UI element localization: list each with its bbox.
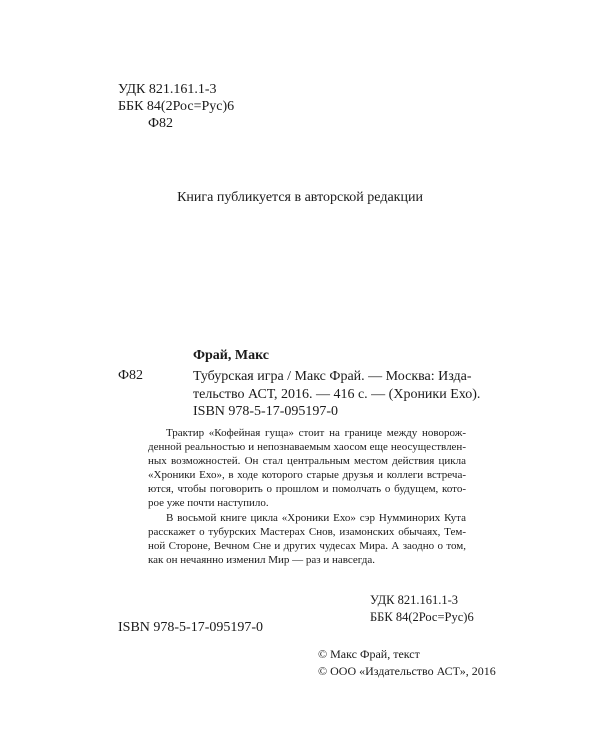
catalog-author: Фрай, Макс xyxy=(193,348,270,363)
udk-code: УДК 821.161.1-3 xyxy=(118,82,217,97)
annotation-line: как он нечаянно изменил Мир — раз и навсегда. xyxy=(148,554,375,567)
bibliographic-description xyxy=(193,368,480,404)
annotation-line: Трактир «Кофейная гуща» стоит на границе между новорож- xyxy=(166,427,466,439)
copyright-line: © Макс Фрай, текст xyxy=(318,647,420,661)
annotation-line: денной реальностью и непознаваемым хаосом еще неосуществлен- xyxy=(148,440,466,453)
author-mark: Ф82 xyxy=(148,116,174,131)
annotation-line: В восьмой книге цикла «Хроники Ехо» сэр Нумминорих Кута xyxy=(166,512,466,525)
bib-line: тельство АСТ, 2016. — 416 с. — (Хроники Ехо). xyxy=(193,387,481,402)
annotation-line: ной Стороне, Вечном Сне и других чудесах Мира. А заодно о том, xyxy=(148,540,466,553)
edition-notice: Книга публикуется в авторской редакции xyxy=(177,190,423,205)
catalog-isbn: ISBN 978-5-17-095197-0 xyxy=(193,404,339,419)
isbn: ISBN 978-5-17-095197-0 xyxy=(118,620,264,635)
annotation-line: рое уже почти наступило. xyxy=(148,496,269,509)
catalog-author-mark: Ф82 xyxy=(118,368,144,383)
annotation-paragraph xyxy=(148,512,466,568)
copyright-block xyxy=(318,646,496,680)
annotation xyxy=(148,427,466,568)
annotation-line: ных возможностей. Он стал центральным местом действия цикла xyxy=(148,454,466,467)
bbk-code: ББК 84(2Рос=Рус)6 xyxy=(370,610,474,624)
annotation-line: ются, чтобы поговорить о прошлом и помолчать о будущем, кото- xyxy=(148,482,466,495)
udk-code: УДК 821.161.1-3 xyxy=(370,593,458,607)
copyright-line: © ООО «Издательство АСТ», 2016 xyxy=(318,664,496,678)
bbk-code: ББК 84(2Рос=Рус)6 xyxy=(118,99,235,114)
annotation-line: расскажет о тубурских Мастерах Снов, изамонских обычаях, Тем- xyxy=(148,526,466,539)
bib-line: Тубурская игра / Макс Фрай. — Москва: Изда- xyxy=(193,369,472,384)
annotation-line: «Хроники Ехо», в ходе которого старые друзья и коллеги встреча- xyxy=(148,468,466,481)
top-classification-block xyxy=(118,81,234,132)
bottom-classification-block xyxy=(370,592,474,626)
annotation-paragraph xyxy=(148,427,466,510)
